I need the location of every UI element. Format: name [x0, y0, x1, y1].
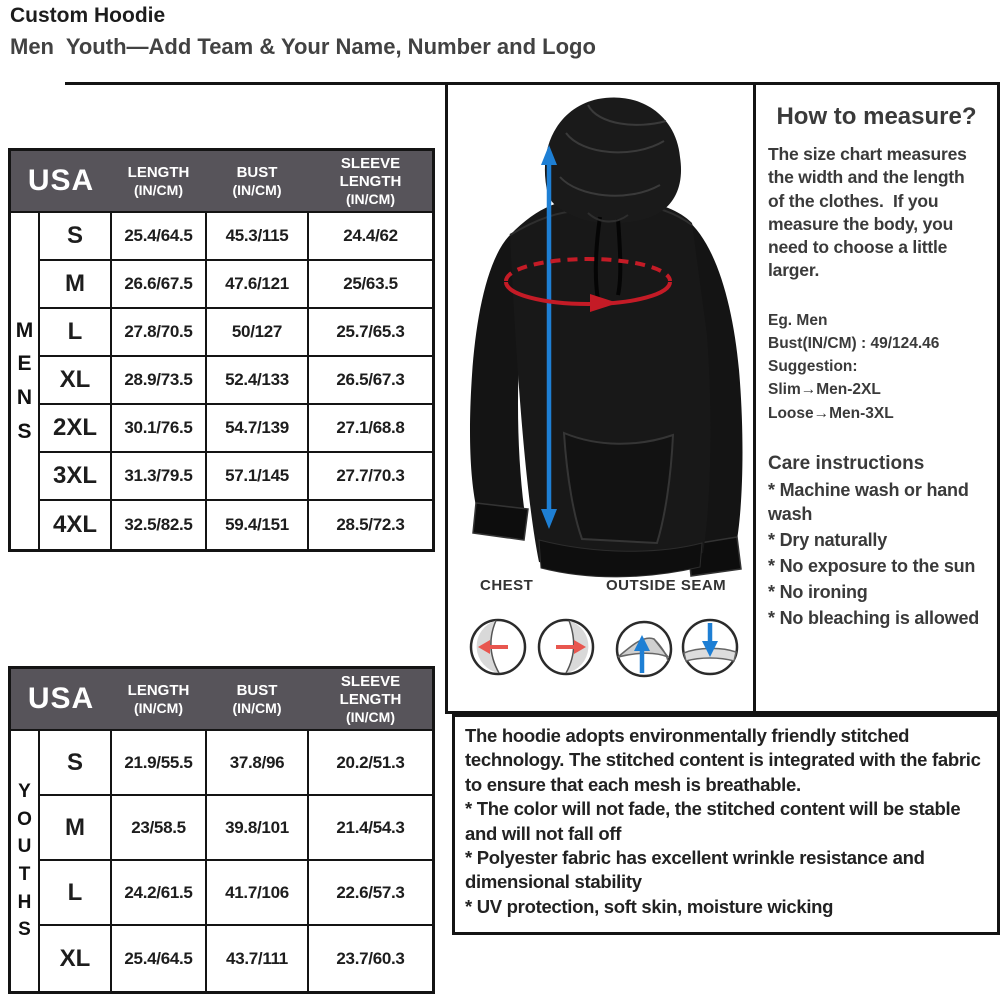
measurement-value: 28.9/73.5	[110, 357, 205, 405]
size-label: L	[38, 309, 110, 357]
size-label: 3XL	[38, 453, 110, 501]
measurement-value: 22.6/57.3	[307, 861, 432, 926]
measurement-value: 23.7/60.3	[307, 926, 432, 991]
outside-seam-up-icon	[617, 622, 671, 676]
group-letter: S	[17, 419, 32, 443]
sizing-example-line: Loose→Men-3XL	[768, 404, 894, 422]
bust-column-header: BUST (IN/CM)	[232, 163, 282, 198]
hoodie-image	[448, 85, 753, 585]
sizing-example-line: Slim→Men-2XL	[768, 381, 881, 399]
mens-table-rows	[38, 213, 432, 549]
usa-header-label: USA	[27, 682, 95, 715]
measurement-value: 28.5/72.3	[307, 501, 432, 549]
product-notes-panel	[452, 714, 1000, 935]
group-letter: T	[18, 864, 31, 885]
length-column-header: LENGTH (IN/CM)	[127, 163, 190, 198]
measurement-value: 59.4/151	[205, 501, 307, 549]
product-note-item: * UV protection, soft skin, moisture wicking	[465, 895, 834, 917]
measurement-value: 52.4/133	[205, 357, 307, 405]
length-column-header: LENGTH (IN/CM)	[127, 681, 190, 716]
bust-column-header: BUST (IN/CM)	[232, 681, 282, 716]
measurement-value: 26.5/67.3	[307, 357, 432, 405]
care-instructions-heading: Care instructions	[768, 452, 925, 474]
page-title: Custom Hoodie	[10, 4, 166, 27]
product-note-item: * Polyester fabric has excellent wrinkle resistance and dimensional stability	[465, 847, 925, 893]
sizing-example	[768, 309, 985, 425]
measurement-value: 27.7/70.3	[307, 453, 432, 501]
youth-table-rows	[38, 731, 432, 991]
size-label: 2XL	[38, 405, 110, 453]
size-label: 4XL	[38, 501, 110, 549]
measurement-value: 50/127	[205, 309, 307, 357]
measurement-value: 24.4/62	[307, 213, 432, 261]
usa-header-label: USA	[27, 164, 95, 197]
group-letter: H	[17, 891, 32, 913]
measurement-value: 54.7/139	[205, 405, 307, 453]
outside-seam-down-icon	[683, 620, 737, 674]
chest-measure-left-icon	[471, 620, 525, 674]
header-divider	[65, 82, 447, 85]
sizing-example-line: Eg. Men	[768, 311, 828, 329]
measurement-value: 39.8/101	[205, 796, 307, 861]
size-label: L	[38, 861, 110, 926]
hoodie-figure-panel	[445, 82, 756, 714]
measurement-value: 24.2/61.5	[110, 861, 205, 926]
youth-table-header	[11, 669, 432, 731]
measurement-value: 20.2/51.3	[307, 731, 432, 796]
care-instruction-item: * No ironing	[768, 581, 868, 602]
care-instruction-item: * Machine wash or hand wash	[768, 479, 969, 524]
measurement-value: 26.6/67.5	[110, 261, 205, 309]
measurement-value: 25.4/64.5	[110, 213, 205, 261]
measurement-value: 57.1/145	[205, 453, 307, 501]
measurement-value: 47.6/121	[205, 261, 307, 309]
sizing-example-line: Suggestion:	[768, 358, 858, 376]
group-letter: S	[18, 919, 31, 941]
group-letter: E	[17, 352, 32, 376]
mens-group-label	[11, 213, 38, 549]
how-to-measure-text: The size chart measures the width and the length of the clothes. If you measure the body, you need to choose a little larger.	[768, 144, 972, 281]
chest-measure-right-icon	[539, 620, 593, 674]
group-letter: M	[15, 318, 34, 342]
mens-size-table	[8, 148, 435, 552]
care-instruction-item: * Dry naturally	[768, 529, 888, 550]
care-instruction-item: * No exposure to the sun	[768, 555, 976, 576]
sleeve-column-header: SLEEVE LENGTH (IN/CM)	[339, 672, 402, 725]
measurement-value: 21.4/54.3	[307, 796, 432, 861]
group-letter: O	[17, 808, 32, 830]
how-to-measure-heading: How to measure?	[776, 103, 977, 130]
size-label: S	[38, 731, 110, 796]
measurement-value: 27.8/70.5	[110, 309, 205, 357]
youth-group-label	[11, 731, 38, 991]
measurement-value: 31.3/79.5	[110, 453, 205, 501]
group-letter: U	[17, 836, 32, 858]
measure-icons	[448, 599, 753, 699]
measurement-value: 21.9/55.5	[110, 731, 205, 796]
product-note-item: * The color will not fade, the stitched content will be stable and will not fall off	[465, 798, 961, 844]
measurement-value: 25.7/65.3	[307, 309, 432, 357]
measurement-value: 25.4/64.5	[110, 926, 205, 991]
size-label: M	[38, 796, 110, 861]
size-label: S	[38, 213, 110, 261]
outside-seam-label: OUTSIDE SEAM	[606, 577, 727, 594]
measurement-value: 30.1/76.5	[110, 405, 205, 453]
measurement-value: 23/58.5	[110, 796, 205, 861]
measurement-value: 32.5/82.5	[110, 501, 205, 549]
youth-size-table	[8, 666, 435, 994]
measurement-value: 27.1/68.8	[307, 405, 432, 453]
sizing-example-line: Bust(IN/CM) : 49/124.46	[768, 334, 940, 352]
care-instructions-list	[768, 479, 985, 631]
page-subtitle: Men Youth—Add Team & Your Name, Number and Logo	[10, 34, 596, 59]
size-label: M	[38, 261, 110, 309]
measurement-value: 45.3/115	[205, 213, 307, 261]
product-notes-list	[465, 797, 987, 919]
measurement-value: 41.7/106	[205, 861, 307, 926]
chest-label: CHEST	[480, 577, 534, 594]
mens-table-header	[11, 151, 432, 213]
size-label: XL	[38, 357, 110, 405]
care-instruction-item: * No bleaching is allowed	[768, 607, 980, 628]
group-letter: N	[16, 386, 33, 409]
measurement-value: 37.8/96	[205, 731, 307, 796]
group-letter: Y	[18, 781, 31, 803]
product-notes-intro: The hoodie adopts environmentally friendly stitched technology. The stitched content is integrated with the fabric to ensure that each mesh is breathable.	[465, 725, 981, 795]
sleeve-column-header: SLEEVE LENGTH (IN/CM)	[339, 154, 402, 207]
measurement-value: 25/63.5	[307, 261, 432, 309]
measurement-value: 43.7/111	[205, 926, 307, 991]
how-to-measure-panel	[753, 82, 1000, 714]
size-label: XL	[38, 926, 110, 991]
